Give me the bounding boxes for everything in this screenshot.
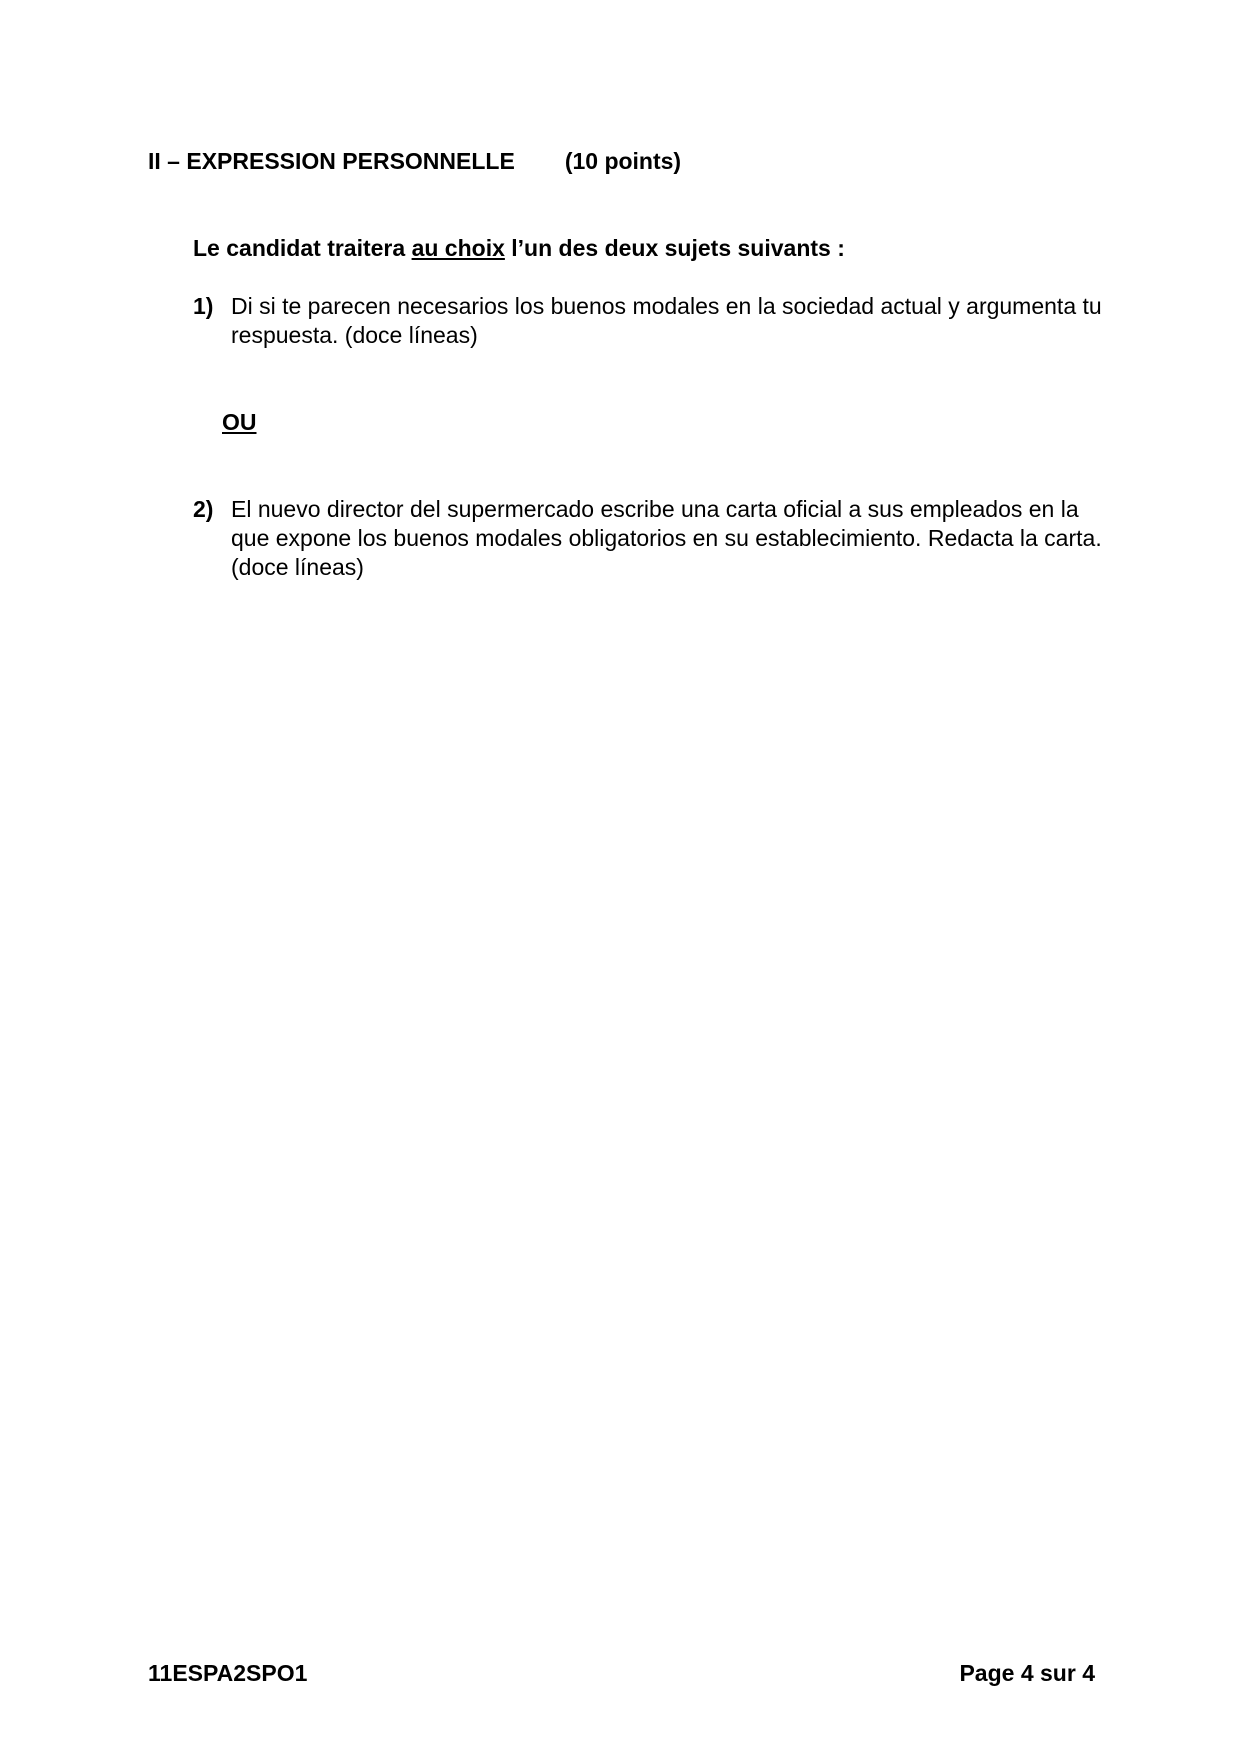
instruction-emphasis: au choix [411, 235, 505, 261]
subject-2 [193, 495, 1113, 582]
subject-1-number: 1) [193, 293, 214, 319]
section-points: (10 points) [564, 148, 682, 174]
subject-1 [193, 292, 1113, 350]
subject-2-text: El nuevo director del supermercado escribe una carta oficial a sus empleados en la que expone los buenos modales obligatorios en su establecimiento. Redacta la carta. (doce líneas) [231, 496, 1102, 580]
subject-1-text: Di si te parecen necesarios los buenos modales en la sociedad actual y argumenta tu respuesta. (doce líneas) [231, 293, 1102, 348]
instruction-before: Le candidat traitera [193, 235, 412, 261]
section-title: II – EXPRESSION PERSONNELLE [148, 148, 515, 174]
or-separator: OU [222, 409, 257, 435]
footer-page-number: Page 4 sur 4 [959, 1660, 1095, 1686]
footer-code: 11ESPA2SPO1 [148, 1660, 308, 1686]
subject-2-number: 2) [193, 496, 214, 522]
instruction-after: l’un des deux sujets suivants : [504, 235, 845, 261]
instruction [193, 235, 845, 262]
section-heading [148, 148, 681, 175]
